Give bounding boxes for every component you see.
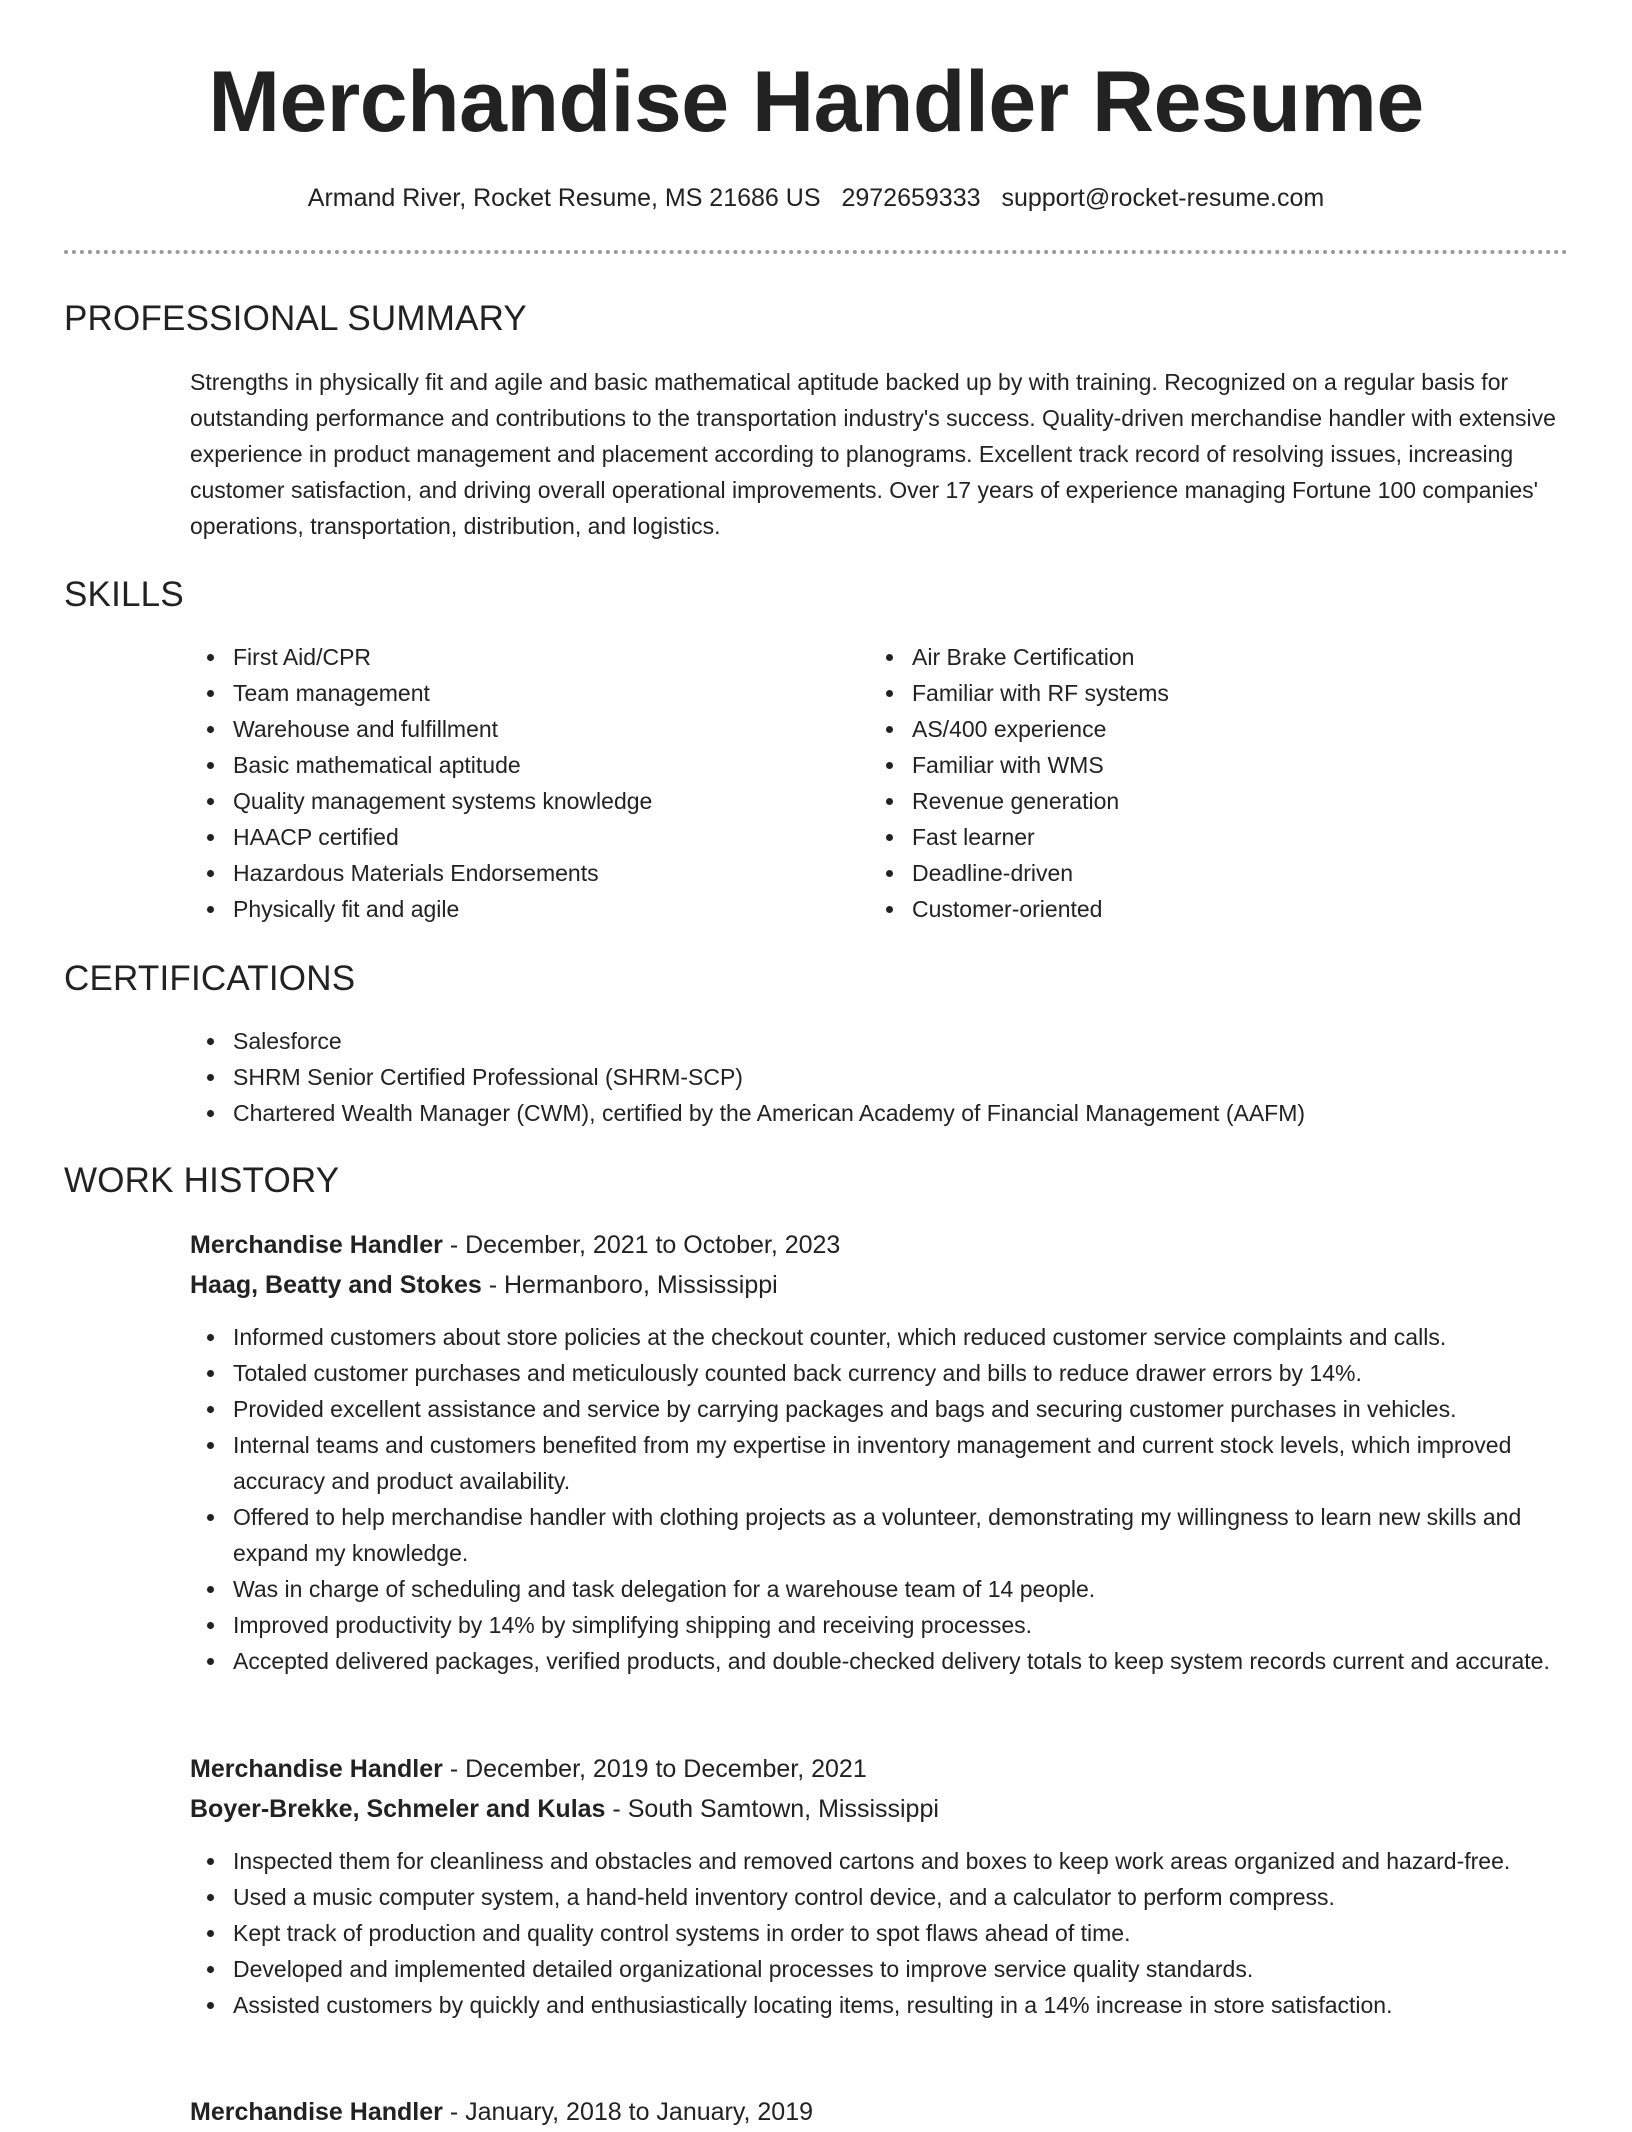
work-history-heading: WORK HISTORY — [64, 1161, 340, 1200]
job-bullets — [190, 1843, 1570, 2023]
job-bullet: Inspected them for cleanliness and obstacles and removed cartons and boxes to keep work areas organized and hazard-free. — [190, 1843, 1570, 1879]
job-location: - South Samtown, Mississippi — [612, 1795, 939, 1823]
job-company-line — [190, 1265, 778, 1305]
job-bullet: Developed and implemented detailed organizational processes to improve service quality standards. — [190, 1951, 1570, 1987]
job-bullet: Offered to help merchandise handler with clothing projects as a volunteer, demonstrating my willingness to learn new skills and expand my knowledge. — [190, 1499, 1570, 1571]
skill-item: HAACP certified — [190, 819, 850, 855]
skill-item: Warehouse and fulfillment — [190, 711, 850, 747]
skill-item: Familiar with WMS — [869, 747, 1529, 783]
summary-heading: PROFESSIONAL SUMMARY — [64, 299, 527, 338]
skill-item: AS/400 experience — [869, 711, 1529, 747]
job-title: Merchandise Handler — [190, 1755, 443, 1783]
summary-text: Strengths in physically fit and agile and basic mathematical aptitude backed up by with training. Recognized on a regular basis for outstanding performance and contributions to the transportation industry's success. Quality-driven merchandise handler with extensive experience in product management and placement according to planograms. Excellent track record of resolving issues, increasing customer satisfaction, and driving overall operational improvements. Over 17 years of experience managing Fortune 100 companies' operations, transportation, distribution, and logistics. — [190, 369, 1556, 539]
job-bullet: Internal teams and customers benefited from my expertise in inventory management and current stock levels, which improved accuracy and product availability. — [190, 1427, 1570, 1499]
skill-item: Air Brake Certification — [869, 639, 1529, 675]
resume-title: Merchandise Handler Resume — [208, 54, 1424, 150]
job-bullet: Used a music computer system, a hand-held inventory control device, and a calculator to perform compress. — [190, 1879, 1570, 1915]
job-company: Haag, Beatty and Stokes — [190, 1271, 482, 1299]
header-divider — [64, 250, 1568, 254]
job-bullet: Assisted customers by quickly and enthusiastically locating items, resulting in a 14% increase in store satisfaction. — [190, 1987, 1570, 2023]
certification-item: Chartered Wealth Manager (CWM), certified by the American Academy of Financial Management (AAFM) — [190, 1095, 1570, 1131]
certification-item: Salesforce — [190, 1023, 1570, 1059]
job-dates: - December, 2019 to December, 2021 — [449, 1755, 867, 1783]
job-bullet: Provided excellent assistance and service by carrying packages and bags and securing customer purchases in vehicles. — [190, 1391, 1570, 1427]
certification-item: SHRM Senior Certified Professional (SHRM-SCP) — [190, 1059, 1570, 1095]
skill-item: Physically fit and agile — [190, 891, 850, 927]
skill-item: Familiar with RF systems — [869, 675, 1529, 711]
skills-list-left — [190, 639, 850, 927]
skills-list-right — [869, 639, 1529, 927]
contact-email: support@rocket-resume.com — [1001, 184, 1325, 212]
job-title-line — [190, 1225, 840, 1265]
skills-heading: SKILLS — [64, 575, 184, 614]
job-company: Boyer-Brekke, Schmeler and Kulas — [190, 1795, 606, 1823]
job-bullet: Improved productivity by 14% by simplifying shipping and receiving processes. — [190, 1607, 1570, 1643]
job-location: - Hermanboro, Mississippi — [488, 1271, 778, 1299]
job-title: Merchandise Handler — [190, 2098, 443, 2126]
job-bullet: Kept track of production and quality control systems in order to spot flaws ahead of time. — [190, 1915, 1570, 1951]
job-bullets — [190, 1319, 1570, 1679]
job-bullet: Accepted delivered packages, verified products, and double-checked delivery totals to keep system records current and accurate. — [190, 1643, 1570, 1679]
job-company-line — [190, 1789, 939, 1829]
skill-item: Team management — [190, 675, 850, 711]
job-title-line — [190, 2092, 813, 2132]
job-title: Merchandise Handler — [190, 1231, 443, 1259]
skill-item: Deadline-driven — [869, 855, 1529, 891]
skill-item: Quality management systems knowledge — [190, 783, 850, 819]
job-title-line — [190, 1749, 867, 1789]
certifications-heading: CERTIFICATIONS — [64, 959, 356, 998]
contact-address: Armand River, Rocket Resume, MS 21686 US — [307, 184, 821, 212]
skill-item: Basic mathematical aptitude — [190, 747, 850, 783]
job-bullet: Informed customers about store policies at the checkout counter, which reduced customer service complaints and calls. — [190, 1319, 1570, 1355]
skill-item: First Aid/CPR — [190, 639, 850, 675]
job-dates: - December, 2021 to October, 2023 — [449, 1231, 841, 1259]
job-dates: - January, 2018 to January, 2019 — [449, 2098, 814, 2126]
skill-item: Fast learner — [869, 819, 1529, 855]
skill-item: Revenue generation — [869, 783, 1529, 819]
skill-item: Customer-oriented — [869, 891, 1529, 927]
contact-line — [0, 180, 1632, 216]
skill-item: Hazardous Materials Endorsements — [190, 855, 850, 891]
job-bullet: Totaled customer purchases and meticulously counted back currency and bills to reduce drawer errors by 14%. — [190, 1355, 1570, 1391]
job-bullet: Was in charge of scheduling and task delegation for a warehouse team of 14 people. — [190, 1571, 1570, 1607]
contact-phone: 2972659333 — [841, 184, 981, 212]
certifications-list — [190, 1023, 1570, 1131]
